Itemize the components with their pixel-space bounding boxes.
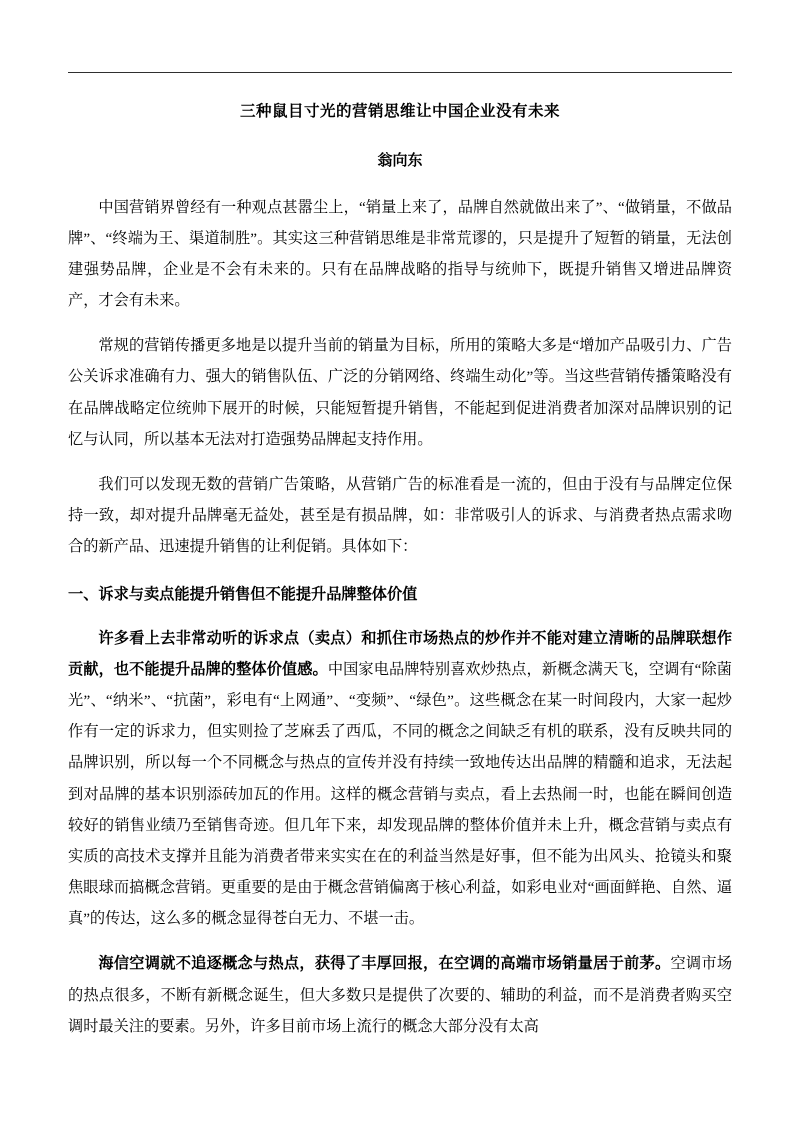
paragraph: 我们可以发现无数的营销广告策略，从营销广告的标准看是一流的，但由于没有与品牌定位保持一致，却对提升品牌毫无益处，甚至是有损品牌，如：非常吸引人的诉求、与消费者热点需求吻合的新产品、迅速提升销售的让利促销。具体如下：: [68, 475, 732, 556]
paragraph-rest: 中国家电品牌特别喜欢炒热点，新概念满天飞，空调有“除菌光”、“纳米”、“抗菌”，彩电有“上网通”、“变频”、“绿色”。这些概念在某一时间段内，大家一起炒作有一定的诉求力，但实则捡了芝麻丢了西瓜，不同的概念之间缺乏有机的联系，没有反映共同的品牌识别，所以每一个不同概念与热点的宣传并没有持续一致地传达出品牌的精髓和追求，无法起到对品牌的基本识别添砖加瓦的作用。这样的概念营销与卖点，看上去热闹一时，也能在瞬间创造较好的销售业绩乃至销售奇迹。但几年下来，却发现品牌的整体价值并未上升，概念营销与卖点有实质的高技术支撑并且能为消费者带来实实在在的利益当然是好事，但不能为出风头、抢镜头和聚焦眼球而搞概念营销。更重要的是由于概念营销偏离于核心利益，如彩电业对“画面鲜艳、自然、逼真”的传达，这么多的概念显得苍白无力、不堪一击。: [68, 660, 732, 928]
paragraph-rest: 空调市场的热点很多，不断有新概念诞生，但大多数只是提供了次要的、辅助的利益，而不是消费者购买空调时最关注的要素。另外，许多目前市场上流行的概念大部分没有太高: [68, 955, 733, 1035]
paragraph: 常规的营销传播更多地是以提升当前的销量为目标，所用的策略大多是“增加产品吸引力、广告公关诉求准确有力、强大的销售队伍、广泛的分销网络、终端生动化”等。当这些营销传播策略没有在品牌战略定位统帅下展开的时候，只能短暂提升销售，不能起到促进消费者加深对品牌识别的记忆与认同，所以基本无法对打造强势品牌起支持作用。: [68, 337, 732, 448]
paragraph: 中国营销界曾经有一种观点甚嚣尘上，“销量上来了，品牌自然就做出来了”、“做销量，不做品牌”、“终端为王、渠道制胜”。其实这三种营销思维是非常荒谬的，只是提升了短暂的销量，无法创建强势品牌，企业是不会有未来的。只有在品牌战略的指导与统帅下，既提升销售又增进品牌资产，才会有未来。: [68, 198, 732, 310]
paragraph-lead: 许多看上去非常动听的诉求点（卖点）和抓住市场热点的炒作并不能对建立清晰的品牌联想作贡献，也不能提升品牌的整体价值感。: [68, 629, 732, 678]
paragraph: [68, 948, 732, 1041]
document-body: [68, 72, 732, 1056]
section-heading: 一、诉求与卖点能提升销售但不能提升品牌整体价值: [68, 586, 418, 604]
paragraph-lead: 海信空调就不追逐概念与热点，获得了丰厚回报，在空调的高端市场销量居于前茅。: [98, 955, 671, 973]
document-author: 翁向东: [377, 152, 423, 169]
paragraph: [68, 623, 732, 935]
header-divider: [68, 72, 732, 73]
page-title: 三种鼠目寸光的营销思维让中国企业没有未来: [239, 103, 560, 120]
